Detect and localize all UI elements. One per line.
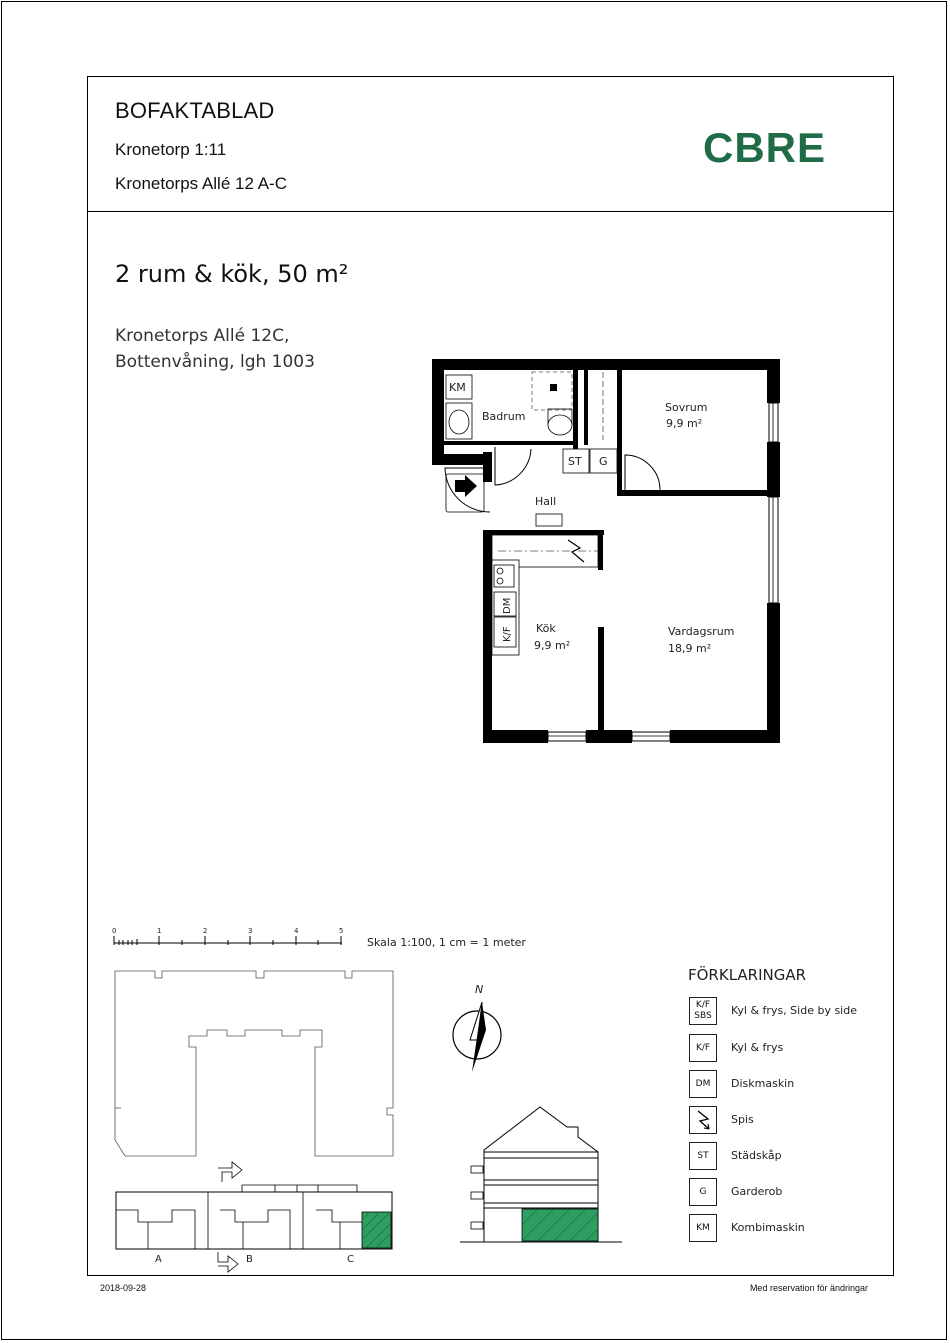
scale-tick-1: 1 (157, 927, 162, 935)
legend-item-kf (689, 1034, 889, 1062)
legend-code: G (689, 1178, 717, 1206)
room-vardagsrum: Vardagsrum (668, 625, 735, 638)
room-badrum: Badrum (482, 410, 526, 423)
legend-item-kf-sbs (689, 997, 889, 1025)
legend-code: KM (689, 1214, 717, 1242)
document-title: BOFAKTABLAD (115, 98, 275, 123)
apartment-floor: Bottenvåning, lgh 1003 (115, 352, 315, 372)
scale-tick-0: 0 (112, 927, 117, 935)
footer-date: 2018-09-28 (100, 1283, 147, 1293)
legend-code: ST (689, 1142, 717, 1170)
legend-item-km (689, 1214, 889, 1242)
legend-label: Diskmaskin (731, 1077, 795, 1090)
north-label: N (475, 983, 484, 996)
room-sovrum-area: 9,9 m² (666, 417, 703, 430)
fixture-km: KM (449, 381, 466, 394)
room-kok-area: 9,9 m² (534, 639, 571, 652)
fixture-st: ST (568, 455, 582, 468)
legend-label: Städskåp (731, 1149, 782, 1162)
stove-bolt-icon (689, 1106, 717, 1134)
scale-tick-4: 4 (294, 927, 299, 935)
building-label-b: B (246, 1254, 253, 1265)
apartment-address: Kronetorps Allé 12C, (115, 326, 290, 346)
scale-tick-3: 3 (248, 927, 253, 935)
room-sovrum: Sovrum (665, 401, 708, 414)
legend-item-g (689, 1178, 889, 1206)
scale-label: Skala 1:100, 1 cm = 1 meter (367, 936, 526, 949)
legend-code: K/F (689, 1034, 717, 1062)
footer-note: Med reservation för ändringar (749, 1283, 868, 1293)
apartment-title: 2 rum & kök, 50 m² (115, 260, 349, 288)
legend-label: Garderob (731, 1185, 783, 1198)
fixture-kf: K/F (502, 626, 513, 642)
property-designation: Kronetorp 1:11 (115, 140, 227, 159)
fixture-g: G (599, 455, 608, 468)
legend-item-spis (689, 1106, 889, 1134)
legend-label: Kyl & frys, Side by side (731, 1004, 857, 1017)
legend-label: Kombimaskin (731, 1221, 805, 1234)
legend-label: Kyl & frys (731, 1041, 784, 1054)
legend-label: Spis (731, 1113, 754, 1126)
building-label-a: A (155, 1254, 162, 1265)
legend-item-st (689, 1142, 889, 1170)
room-hall: Hall (535, 495, 557, 508)
fixture-dm: DM (502, 597, 513, 614)
legend-title: FÖRKLARINGAR (688, 966, 807, 984)
legend-code: DM (689, 1070, 717, 1098)
room-vardagsrum-area: 18,9 m² (668, 642, 712, 655)
building-label-c: C (347, 1254, 354, 1265)
scale-tick-2: 2 (203, 927, 208, 935)
property-address: Kronetorps Allé 12 A-C (115, 174, 287, 193)
room-kok: Kök (536, 622, 556, 635)
legend-item-dm (689, 1070, 889, 1098)
scale-tick-5: 5 (339, 927, 344, 935)
legend-code: K/F SBS (689, 997, 717, 1025)
cbre-logo: CBRE (703, 124, 827, 171)
